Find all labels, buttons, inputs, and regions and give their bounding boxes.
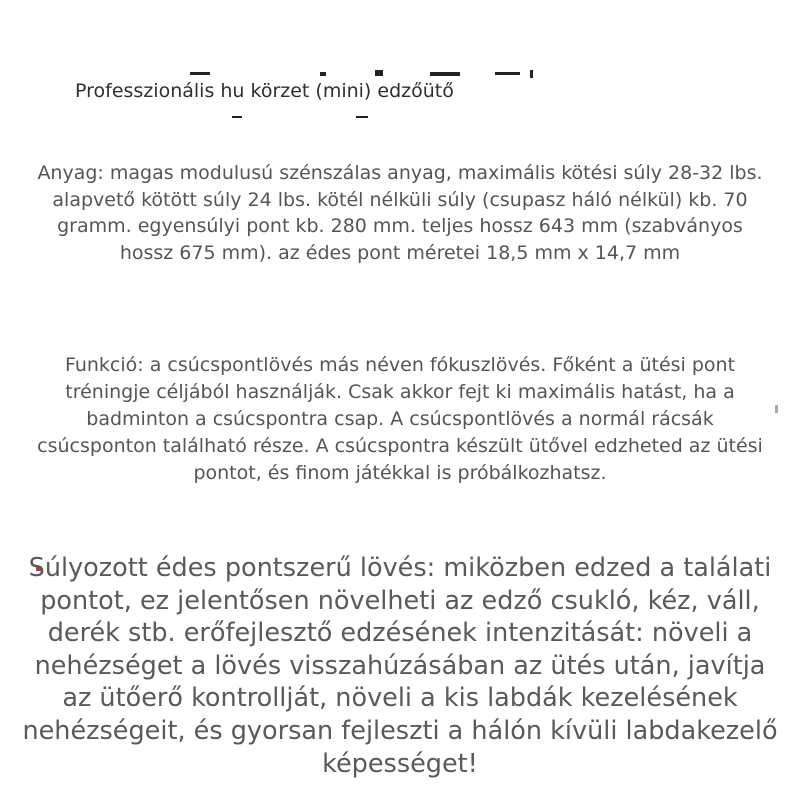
artifact-mark [430, 72, 460, 76]
artifact-mark [775, 405, 778, 413]
artifact-mark [320, 72, 326, 76]
artifact-mark [530, 70, 533, 78]
artifact-mark [356, 116, 368, 118]
artifact-mark [232, 116, 242, 118]
page-title: Professzionális hu körzet (mini) edzőütő [75, 80, 454, 102]
artifact-mark [190, 72, 210, 75]
artifact-mark [375, 70, 383, 76]
function-paragraph: Funkció: a csúcspontlövés más néven fókuszlövés. Főként a ütési pont tréningje céljából használják. Csak akkor fejt ki maximális hatást, ha a badminton a csúcspontra csap. A csúcspontlövés a normál rácsák csúcsponton található része. A csúcspontra készült ütővel edzheted az ütési pontot, és finom játékkal is próbálkozhatsz. [37, 354, 763, 484]
artifact-mark [495, 72, 520, 75]
material-paragraph: Anyag: magas modulusú szénszálas anyag, maximális kötési súly 28-32 lbs. alapvető kötött súly 24 lbs. kötél nélküli súly (csupasz háló nélkül) kb. 70 gramm. egyensúlyi pont kb. 280 mm. teljes hossz 643 mm (szabványos hossz 675 mm). az édes pont méretei 18,5 mm x 14,7 mm [37, 162, 763, 264]
weighted-paragraph: Súlyozott édes pontszerű lövés: miközben edzed a találati pontot, ez jelentősen növelheti az edző csukló, kéz, váll, derék stb. erőfejlesztő edzésének intenzitását: növeli a nehézséget a lövés visszahúzásában az ütés után, javítja az ütőerő kontrollját, növeli a kis labdák kezelésének nehézségeit, és gyorsan fejleszti a hálón kívüli labdakezelő képességet! [22, 553, 778, 779]
